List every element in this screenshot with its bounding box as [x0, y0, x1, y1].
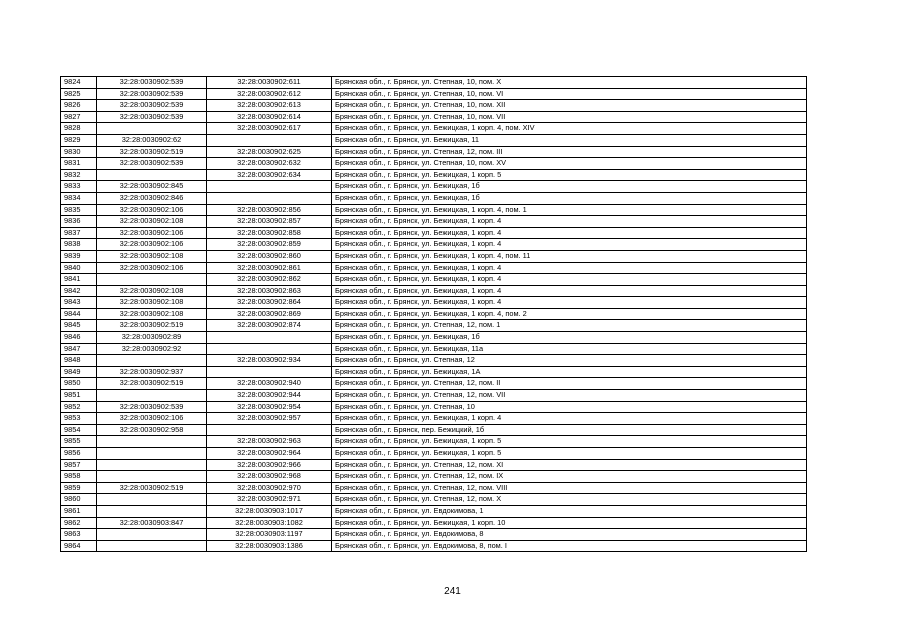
table-row	[61, 401, 807, 413]
parcel-cadastral-number-cell: 32:28:0030902:106	[97, 262, 207, 274]
table-row	[61, 332, 807, 344]
object-cadastral-number-cell: 32:28:0030902:861	[207, 262, 332, 274]
address-cell: Брянская обл., г. Брянск, ул. Бежицкая, 1А	[332, 366, 807, 378]
row-number-cell: 9857	[61, 459, 97, 471]
parcel-cadastral-number-cell: 32:28:0030902:106	[97, 239, 207, 251]
parcel-cadastral-number-cell: 32:28:0030902:539	[97, 111, 207, 123]
parcel-cadastral-number-cell: 32:28:0030902:519	[97, 146, 207, 158]
parcel-cadastral-number-cell	[97, 169, 207, 181]
parcel-cadastral-number-cell: 32:28:0030902:519	[97, 482, 207, 494]
address-cell: Брянская обл., г. Брянск, ул. Евдокимова, 8, пом. I	[332, 540, 807, 552]
row-number-cell: 9832	[61, 169, 97, 181]
address-cell: Брянская обл., г. Брянск, ул. Бежицкая, 11а	[332, 343, 807, 355]
table-row	[61, 390, 807, 402]
table-row	[61, 308, 807, 320]
parcel-cadastral-number-cell: 32:28:0030902:108	[97, 297, 207, 309]
parcel-cadastral-number-cell: 32:28:0030902:519	[97, 320, 207, 332]
address-cell: Брянская обл., г. Брянск, ул. Степная, 10, пом. XII	[332, 100, 807, 112]
row-number-cell: 9843	[61, 297, 97, 309]
parcel-cadastral-number-cell: 32:28:0030902:539	[97, 77, 207, 89]
address-cell: Брянская обл., г. Брянск, ул. Степная, 12, пом. VII	[332, 390, 807, 402]
row-number-cell: 9836	[61, 216, 97, 228]
row-number-cell: 9855	[61, 436, 97, 448]
parcel-cadastral-number-cell	[97, 529, 207, 541]
object-cadastral-number-cell: 32:28:0030902:611	[207, 77, 332, 89]
object-cadastral-number-cell: 32:28:0030902:966	[207, 459, 332, 471]
table-row	[61, 297, 807, 309]
address-cell: Брянская обл., г. Брянск, ул. Бежицкая, 1 корп. 5	[332, 436, 807, 448]
table-row	[61, 250, 807, 262]
parcel-cadastral-number-cell: 32:28:0030903:847	[97, 517, 207, 529]
table-row	[61, 192, 807, 204]
object-cadastral-number-cell: 32:28:0030902:968	[207, 471, 332, 483]
parcel-cadastral-number-cell: 32:28:0030902:539	[97, 88, 207, 100]
object-cadastral-number-cell: 32:28:0030902:858	[207, 227, 332, 239]
object-cadastral-number-cell: 32:28:0030902:632	[207, 158, 332, 170]
row-number-cell: 9851	[61, 390, 97, 402]
row-number-cell: 9842	[61, 285, 97, 297]
address-cell: Брянская обл., г. Брянск, ул. Степная, 12, пом. XI	[332, 459, 807, 471]
table-row	[61, 540, 807, 552]
table-row	[61, 274, 807, 286]
table-row	[61, 482, 807, 494]
address-cell: Брянская обл., г. Брянск, ул. Бежицкая, 1 корп. 4	[332, 227, 807, 239]
row-number-cell: 9849	[61, 366, 97, 378]
parcel-cadastral-number-cell: 32:28:0030902:539	[97, 158, 207, 170]
address-cell: Брянская обл., г. Брянск, ул. Степная, 12, пом. IX	[332, 471, 807, 483]
parcel-cadastral-number-cell: 32:28:0030902:108	[97, 250, 207, 262]
address-cell: Брянская обл., г. Брянск, ул. Степная, 12, пом. X	[332, 494, 807, 506]
table-row	[61, 355, 807, 367]
row-number-cell: 9824	[61, 77, 97, 89]
table-row	[61, 111, 807, 123]
parcel-cadastral-number-cell: 32:28:0030902:958	[97, 424, 207, 436]
object-cadastral-number-cell: 32:28:0030902:869	[207, 308, 332, 320]
table-row	[61, 448, 807, 460]
object-cadastral-number-cell: 32:28:0030902:614	[207, 111, 332, 123]
object-cadastral-number-cell: 32:28:0030902:859	[207, 239, 332, 251]
table-row	[61, 100, 807, 112]
table-body	[61, 77, 807, 552]
object-cadastral-number-cell: 32:28:0030902:971	[207, 494, 332, 506]
table-row	[61, 181, 807, 193]
parcel-cadastral-number-cell	[97, 494, 207, 506]
object-cadastral-number-cell: 32:28:0030902:634	[207, 169, 332, 181]
address-cell: Брянская обл., г. Брянск, ул. Степная, 12	[332, 355, 807, 367]
object-cadastral-number-cell: 32:28:0030902:874	[207, 320, 332, 332]
row-number-cell: 9863	[61, 529, 97, 541]
object-cadastral-number-cell: 32:28:0030902:864	[207, 297, 332, 309]
address-cell: Брянская обл., г. Брянск, ул. Бежицкая, 1 корп. 4, пом. 1	[332, 204, 807, 216]
object-cadastral-number-cell	[207, 343, 332, 355]
parcel-cadastral-number-cell	[97, 390, 207, 402]
address-cell: Брянская обл., г. Брянск, ул. Бежицкая, 1 корп. 4	[332, 285, 807, 297]
address-cell: Брянская обл., г. Брянск, пер. Бежицкий, 1б	[332, 424, 807, 436]
parcel-cadastral-number-cell	[97, 540, 207, 552]
address-cell: Брянская обл., г. Брянск, ул. Степная, 12, пом. 1	[332, 320, 807, 332]
parcel-cadastral-number-cell	[97, 123, 207, 135]
parcel-cadastral-number-cell	[97, 471, 207, 483]
parcel-cadastral-number-cell: 32:28:0030902:539	[97, 100, 207, 112]
parcel-cadastral-number-cell: 32:28:0030902:519	[97, 378, 207, 390]
registry-table	[60, 76, 807, 552]
row-number-cell: 9859	[61, 482, 97, 494]
row-number-cell: 9841	[61, 274, 97, 286]
row-number-cell: 9850	[61, 378, 97, 390]
row-number-cell: 9856	[61, 448, 97, 460]
object-cadastral-number-cell: 32:28:0030903:1197	[207, 529, 332, 541]
address-cell: Брянская обл., г. Брянск, ул. Евдокимова, 1	[332, 505, 807, 517]
row-number-cell: 9838	[61, 239, 97, 251]
table-row	[61, 262, 807, 274]
object-cadastral-number-cell: 32:28:0030903:1386	[207, 540, 332, 552]
address-cell: Брянская обл., г. Брянск, ул. Бежицкая, 1 корп. 4, пом. XIV	[332, 123, 807, 135]
object-cadastral-number-cell: 32:28:0030902:934	[207, 355, 332, 367]
row-number-cell: 9835	[61, 204, 97, 216]
table-row	[61, 471, 807, 483]
address-cell: Брянская обл., г. Брянск, ул. Бежицкая, 1 корп. 4	[332, 216, 807, 228]
row-number-cell: 9864	[61, 540, 97, 552]
row-number-cell: 9831	[61, 158, 97, 170]
parcel-cadastral-number-cell: 32:28:0030902:62	[97, 134, 207, 146]
address-cell: Брянская обл., г. Брянск, ул. Степная, 12, пом. II	[332, 378, 807, 390]
table-row	[61, 216, 807, 228]
table-row	[61, 146, 807, 158]
parcel-cadastral-number-cell: 32:28:0030902:106	[97, 413, 207, 425]
table-row	[61, 378, 807, 390]
table-row	[61, 320, 807, 332]
row-number-cell: 9840	[61, 262, 97, 274]
address-cell: Брянская обл., г. Брянск, ул. Бежицкая, 1б	[332, 332, 807, 344]
object-cadastral-number-cell: 32:28:0030902:856	[207, 204, 332, 216]
parcel-cadastral-number-cell: 32:28:0030902:108	[97, 216, 207, 228]
object-cadastral-number-cell: 32:28:0030902:612	[207, 88, 332, 100]
object-cadastral-number-cell: 32:28:0030902:964	[207, 448, 332, 460]
parcel-cadastral-number-cell: 32:28:0030902:846	[97, 192, 207, 204]
row-number-cell: 9830	[61, 146, 97, 158]
table-row	[61, 227, 807, 239]
parcel-cadastral-number-cell: 32:28:0030902:937	[97, 366, 207, 378]
table-row	[61, 494, 807, 506]
parcel-cadastral-number-cell: 32:28:0030902:106	[97, 227, 207, 239]
table-row	[61, 204, 807, 216]
address-cell: Брянская обл., г. Брянск, ул. Бежицкая, 1 корп. 5	[332, 169, 807, 181]
table-row	[61, 169, 807, 181]
object-cadastral-number-cell: 32:28:0030902:617	[207, 123, 332, 135]
parcel-cadastral-number-cell: 32:28:0030902:108	[97, 308, 207, 320]
object-cadastral-number-cell: 32:28:0030902:954	[207, 401, 332, 413]
table-row	[61, 459, 807, 471]
address-cell: Брянская обл., г. Брянск, ул. Бежицкая, 1 корп. 4	[332, 274, 807, 286]
address-cell: Брянская обл., г. Брянск, ул. Степная, 12, пом. VIII	[332, 482, 807, 494]
object-cadastral-number-cell: 32:28:0030903:1082	[207, 517, 332, 529]
table-row	[61, 343, 807, 355]
object-cadastral-number-cell: 32:28:0030902:970	[207, 482, 332, 494]
row-number-cell: 9848	[61, 355, 97, 367]
table-row	[61, 436, 807, 448]
table-row	[61, 517, 807, 529]
row-number-cell: 9825	[61, 88, 97, 100]
address-cell: Брянская обл., г. Брянск, ул. Степная, 12, пом. III	[332, 146, 807, 158]
row-number-cell: 9858	[61, 471, 97, 483]
address-cell: Брянская обл., г. Брянск, ул. Бежицкая, 1 корп. 4	[332, 262, 807, 274]
address-cell: Брянская обл., г. Брянск, ул. Степная, 10, пом. XV	[332, 158, 807, 170]
object-cadastral-number-cell: 32:28:0030902:857	[207, 216, 332, 228]
row-number-cell: 9861	[61, 505, 97, 517]
address-cell: Брянская обл., г. Брянск, ул. Бежицкая, 1 корп. 4	[332, 239, 807, 251]
table-row	[61, 285, 807, 297]
object-cadastral-number-cell: 32:28:0030902:862	[207, 274, 332, 286]
parcel-cadastral-number-cell: 32:28:0030902:106	[97, 204, 207, 216]
row-number-cell: 9844	[61, 308, 97, 320]
address-cell: Брянская обл., г. Брянск, ул. Степная, 10, пом. X	[332, 77, 807, 89]
object-cadastral-number-cell: 32:28:0030902:940	[207, 378, 332, 390]
parcel-cadastral-number-cell	[97, 505, 207, 517]
row-number-cell: 9852	[61, 401, 97, 413]
parcel-cadastral-number-cell: 32:28:0030902:89	[97, 332, 207, 344]
object-cadastral-number-cell	[207, 366, 332, 378]
address-cell: Брянская обл., г. Брянск, ул. Бежицкая, 1 корп. 4	[332, 297, 807, 309]
row-number-cell: 9828	[61, 123, 97, 135]
address-cell: Брянская обл., г. Брянск, ул. Бежицкая, 1 корп. 4	[332, 413, 807, 425]
row-number-cell: 9829	[61, 134, 97, 146]
address-cell: Брянская обл., г. Брянск, ул. Бежицкая, 1 корп. 4, пом. 2	[332, 308, 807, 320]
row-number-cell: 9839	[61, 250, 97, 262]
parcel-cadastral-number-cell: 32:28:0030902:108	[97, 285, 207, 297]
object-cadastral-number-cell	[207, 181, 332, 193]
object-cadastral-number-cell: 32:28:0030902:957	[207, 413, 332, 425]
row-number-cell: 9845	[61, 320, 97, 332]
parcel-cadastral-number-cell	[97, 436, 207, 448]
object-cadastral-number-cell: 32:28:0030902:625	[207, 146, 332, 158]
table-row	[61, 134, 807, 146]
address-cell: Брянская обл., г. Брянск, ул. Бежицкая, 1 корп. 10	[332, 517, 807, 529]
table-row	[61, 77, 807, 89]
address-cell: Брянская обл., г. Брянск, ул. Бежицкая, 1б	[332, 181, 807, 193]
object-cadastral-number-cell: 32:28:0030902:963	[207, 436, 332, 448]
object-cadastral-number-cell	[207, 424, 332, 436]
row-number-cell: 9846	[61, 332, 97, 344]
row-number-cell: 9826	[61, 100, 97, 112]
object-cadastral-number-cell: 32:28:0030902:860	[207, 250, 332, 262]
address-cell: Брянская обл., г. Брянск, ул. Бежицкая, 11	[332, 134, 807, 146]
parcel-cadastral-number-cell: 32:28:0030902:539	[97, 401, 207, 413]
row-number-cell: 9862	[61, 517, 97, 529]
parcel-cadastral-number-cell	[97, 274, 207, 286]
object-cadastral-number-cell	[207, 192, 332, 204]
address-cell: Брянская обл., г. Брянск, ул. Бежицкая, 1 корп. 5	[332, 448, 807, 460]
parcel-cadastral-number-cell: 32:28:0030902:92	[97, 343, 207, 355]
object-cadastral-number-cell: 32:28:0030903:1017	[207, 505, 332, 517]
object-cadastral-number-cell: 32:28:0030902:863	[207, 285, 332, 297]
row-number-cell: 9827	[61, 111, 97, 123]
table-row	[61, 413, 807, 425]
object-cadastral-number-cell: 32:28:0030902:944	[207, 390, 332, 402]
address-cell: Брянская обл., г. Брянск, ул. Бежицкая, 1б	[332, 192, 807, 204]
table-row	[61, 505, 807, 517]
object-cadastral-number-cell	[207, 134, 332, 146]
row-number-cell: 9833	[61, 181, 97, 193]
parcel-cadastral-number-cell	[97, 448, 207, 460]
parcel-cadastral-number-cell	[97, 459, 207, 471]
address-cell: Брянская обл., г. Брянск, ул. Бежицкая, 1 корп. 4, пом. 11	[332, 250, 807, 262]
table-row	[61, 529, 807, 541]
object-cadastral-number-cell	[207, 332, 332, 344]
row-number-cell: 9834	[61, 192, 97, 204]
table-row	[61, 424, 807, 436]
row-number-cell: 9853	[61, 413, 97, 425]
address-cell: Брянская обл., г. Брянск, ул. Степная, 10, пом. VII	[332, 111, 807, 123]
address-cell: Брянская обл., г. Брянск, ул. Евдокимова, 8	[332, 529, 807, 541]
page-number: 241	[444, 586, 461, 597]
row-number-cell: 9860	[61, 494, 97, 506]
parcel-cadastral-number-cell: 32:28:0030902:845	[97, 181, 207, 193]
address-cell: Брянская обл., г. Брянск, ул. Степная, 10	[332, 401, 807, 413]
table-row	[61, 123, 807, 135]
object-cadastral-number-cell: 32:28:0030902:613	[207, 100, 332, 112]
parcel-cadastral-number-cell	[97, 355, 207, 367]
table-row	[61, 239, 807, 251]
table-row	[61, 158, 807, 170]
row-number-cell: 9847	[61, 343, 97, 355]
address-cell: Брянская обл., г. Брянск, ул. Степная, 10, пом. VI	[332, 88, 807, 100]
table-row	[61, 88, 807, 100]
row-number-cell: 9854	[61, 424, 97, 436]
table-row	[61, 366, 807, 378]
row-number-cell: 9837	[61, 227, 97, 239]
